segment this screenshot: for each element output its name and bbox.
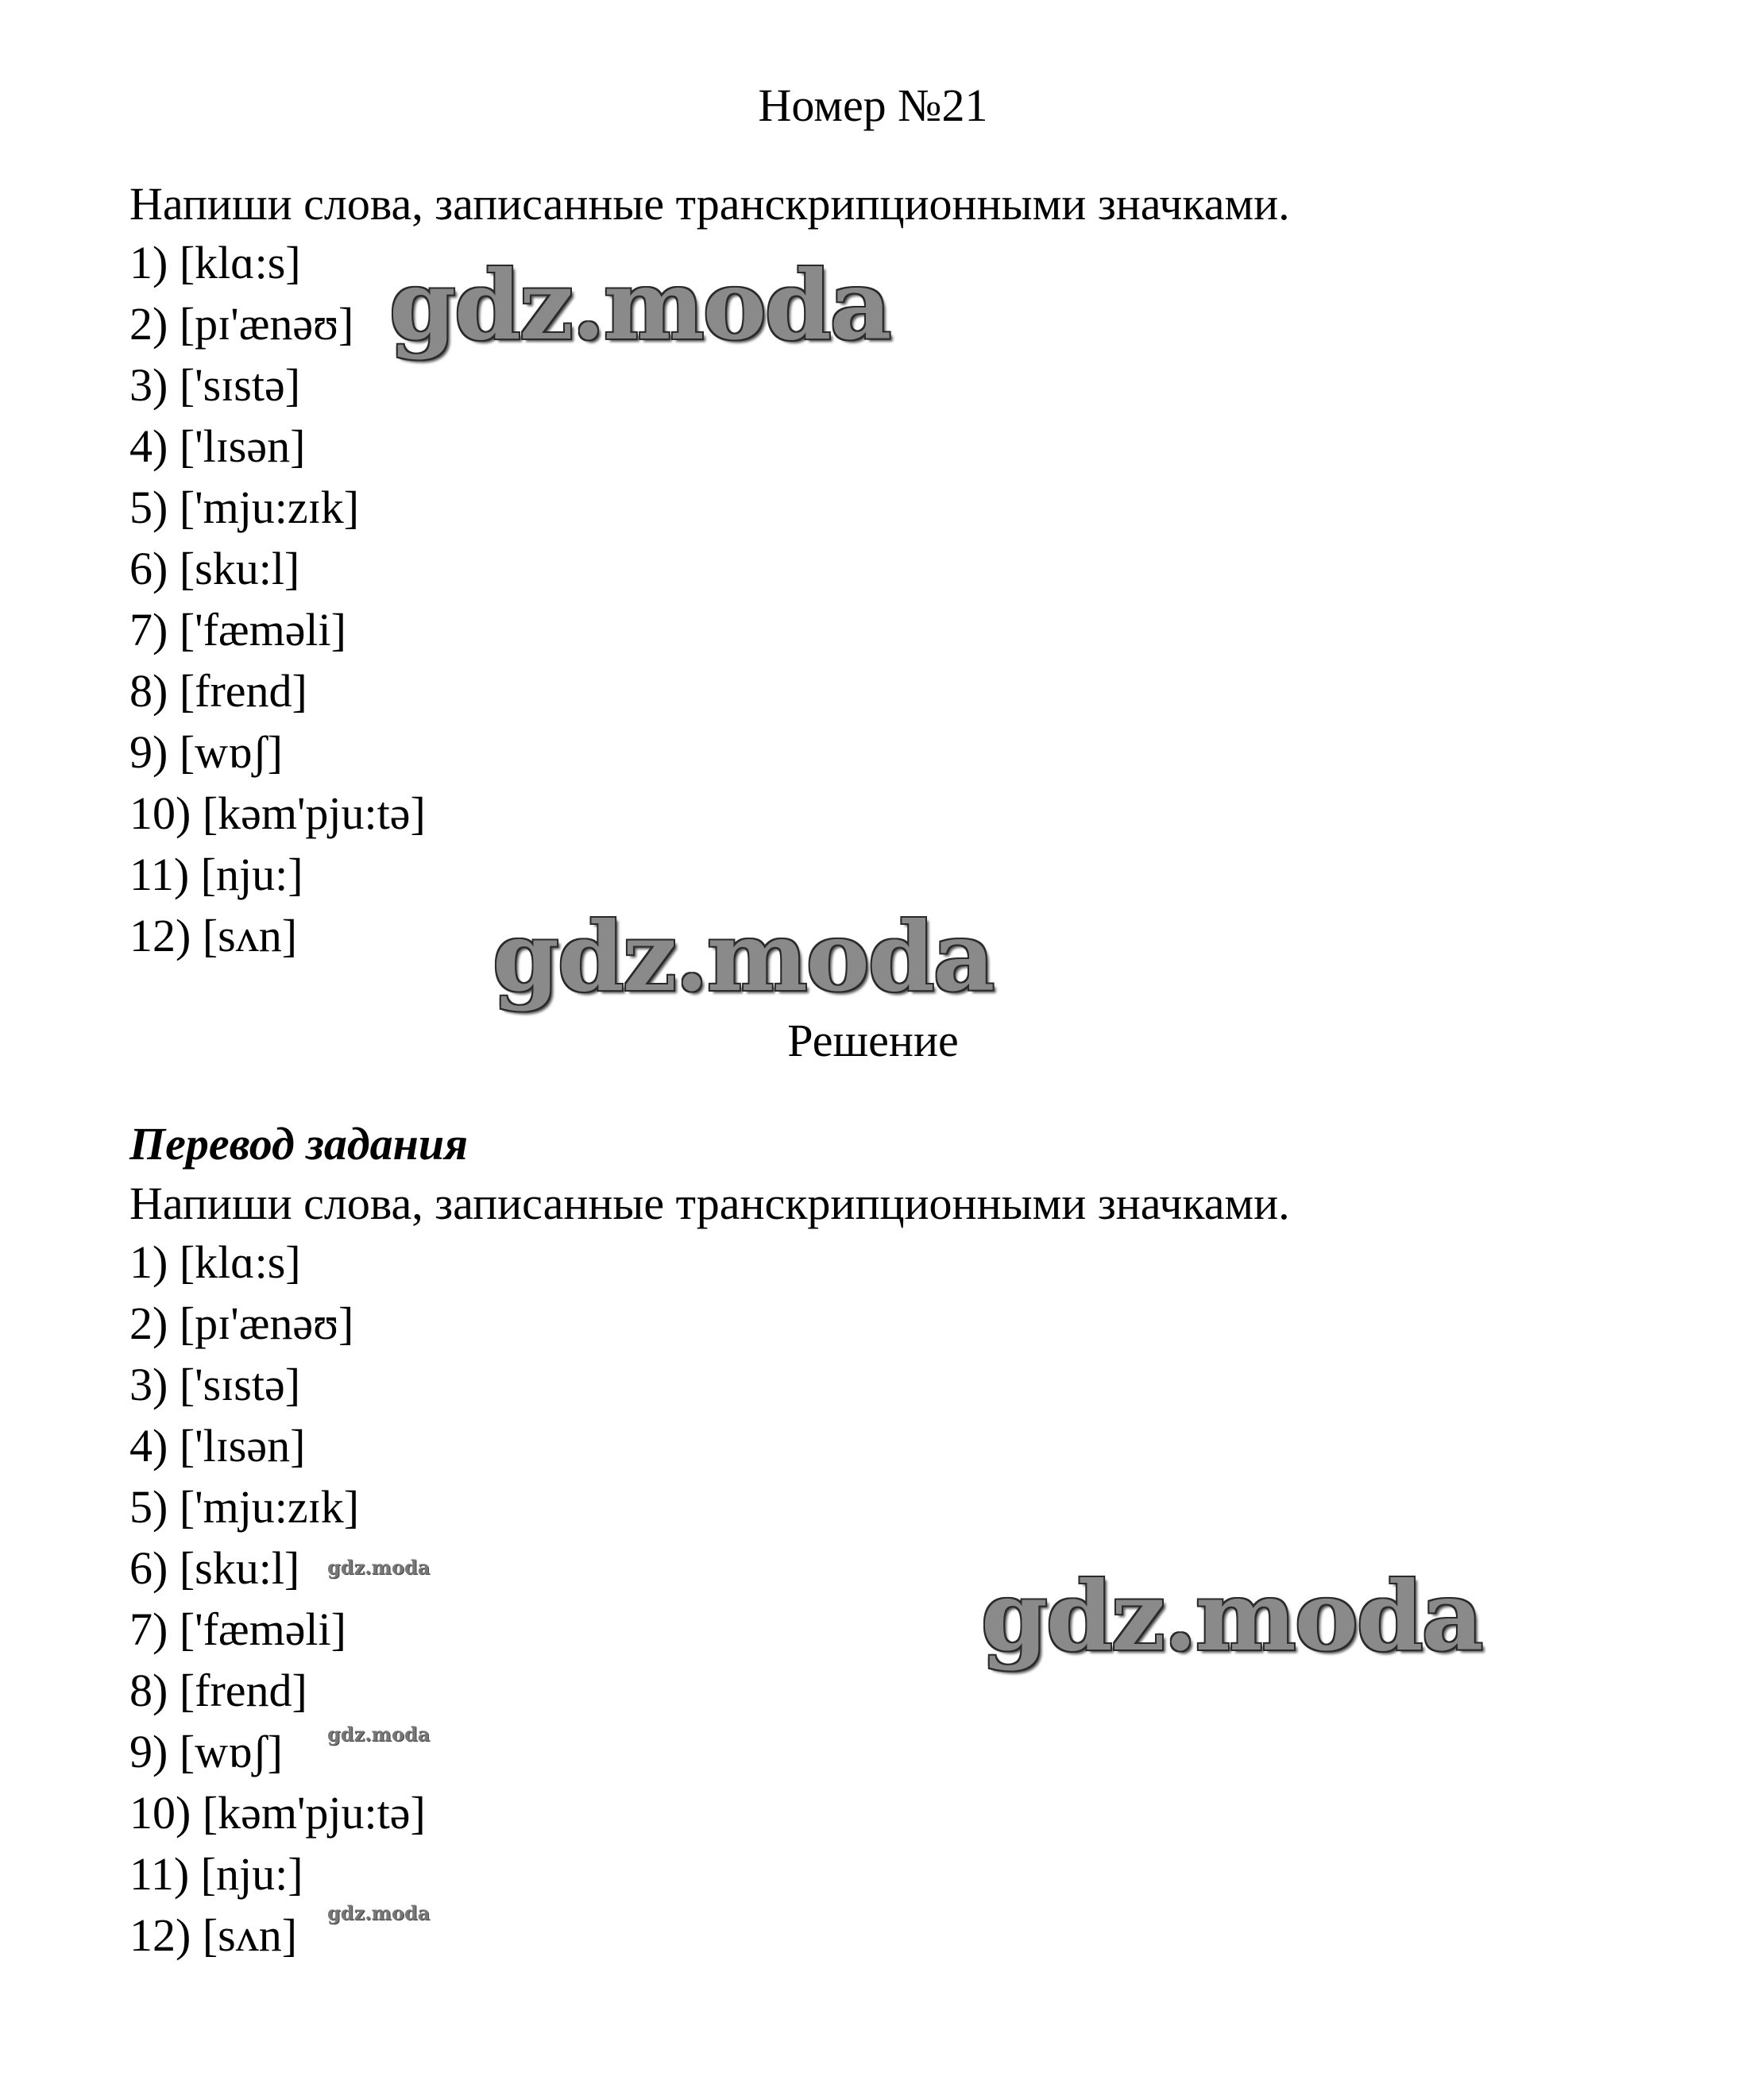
list-item: 1) [klɑ:s]: [129, 1236, 301, 1288]
translation-text: Напиши слова, записанные транскрипционными значками.: [129, 1178, 1290, 1229]
list-item: 10) [kəm'pju:tə]: [129, 1787, 426, 1839]
list-item: 5) ['mju:zɪk]: [129, 481, 360, 533]
task-text: Напиши слова, записанные транскрипционными значками.: [129, 178, 1290, 230]
list-item: 3) ['sɪstə]: [129, 359, 301, 411]
watermark-small: gdz.moda: [327, 1556, 431, 1579]
list-item: 1) [klɑ:s]: [129, 237, 301, 288]
list-item: 8) [frend]: [129, 665, 307, 717]
page-title: Номер №21: [758, 79, 988, 131]
list-item: 11) [nju:]: [129, 849, 303, 900]
translation-heading: Перевод задания: [129, 1118, 468, 1170]
watermark-small: gdz.moda: [327, 1723, 431, 1746]
list-item: 4) ['lɪsən]: [129, 420, 306, 472]
watermark: gdz.moda: [493, 901, 994, 1013]
list-item: 10) [kəm'pju:tə]: [129, 787, 426, 839]
list-item: 3) ['sɪstə]: [129, 1359, 301, 1410]
solution-label: Решение: [787, 1015, 959, 1066]
list-item: 6) [sku:l]: [129, 543, 300, 594]
list-item: 11) [nju:]: [129, 1848, 303, 1900]
list-item: 9) [wɒʃ]: [129, 726, 283, 778]
list-item: 12) [sʌn]: [129, 910, 298, 961]
list-item: 9) [wɒʃ]: [129, 1726, 283, 1777]
list-item: 8) [frend]: [129, 1665, 307, 1716]
list-item: 7) ['fæməli]: [129, 604, 346, 656]
watermark-small: gdz.moda: [327, 1901, 431, 1924]
list-item: 12) [sʌn]: [129, 1909, 298, 1961]
watermark: gdz.moda: [981, 1560, 1482, 1673]
watermark: gdz.moda: [389, 249, 890, 362]
list-item: 2) [pɪ'ænəʊ]: [129, 1298, 354, 1349]
list-item: 6) [sku:l]: [129, 1542, 300, 1594]
transcription-list: [129, 232, 426, 966]
list-item: 2) [pɪ'ænəʊ]: [129, 298, 354, 350]
list-item: 4) ['lɪsən]: [129, 1420, 306, 1472]
list-item: 5) ['mju:zɪk]: [129, 1481, 360, 1533]
list-item: 7) ['fæməli]: [129, 1603, 346, 1655]
translation-list: [129, 1232, 426, 1966]
